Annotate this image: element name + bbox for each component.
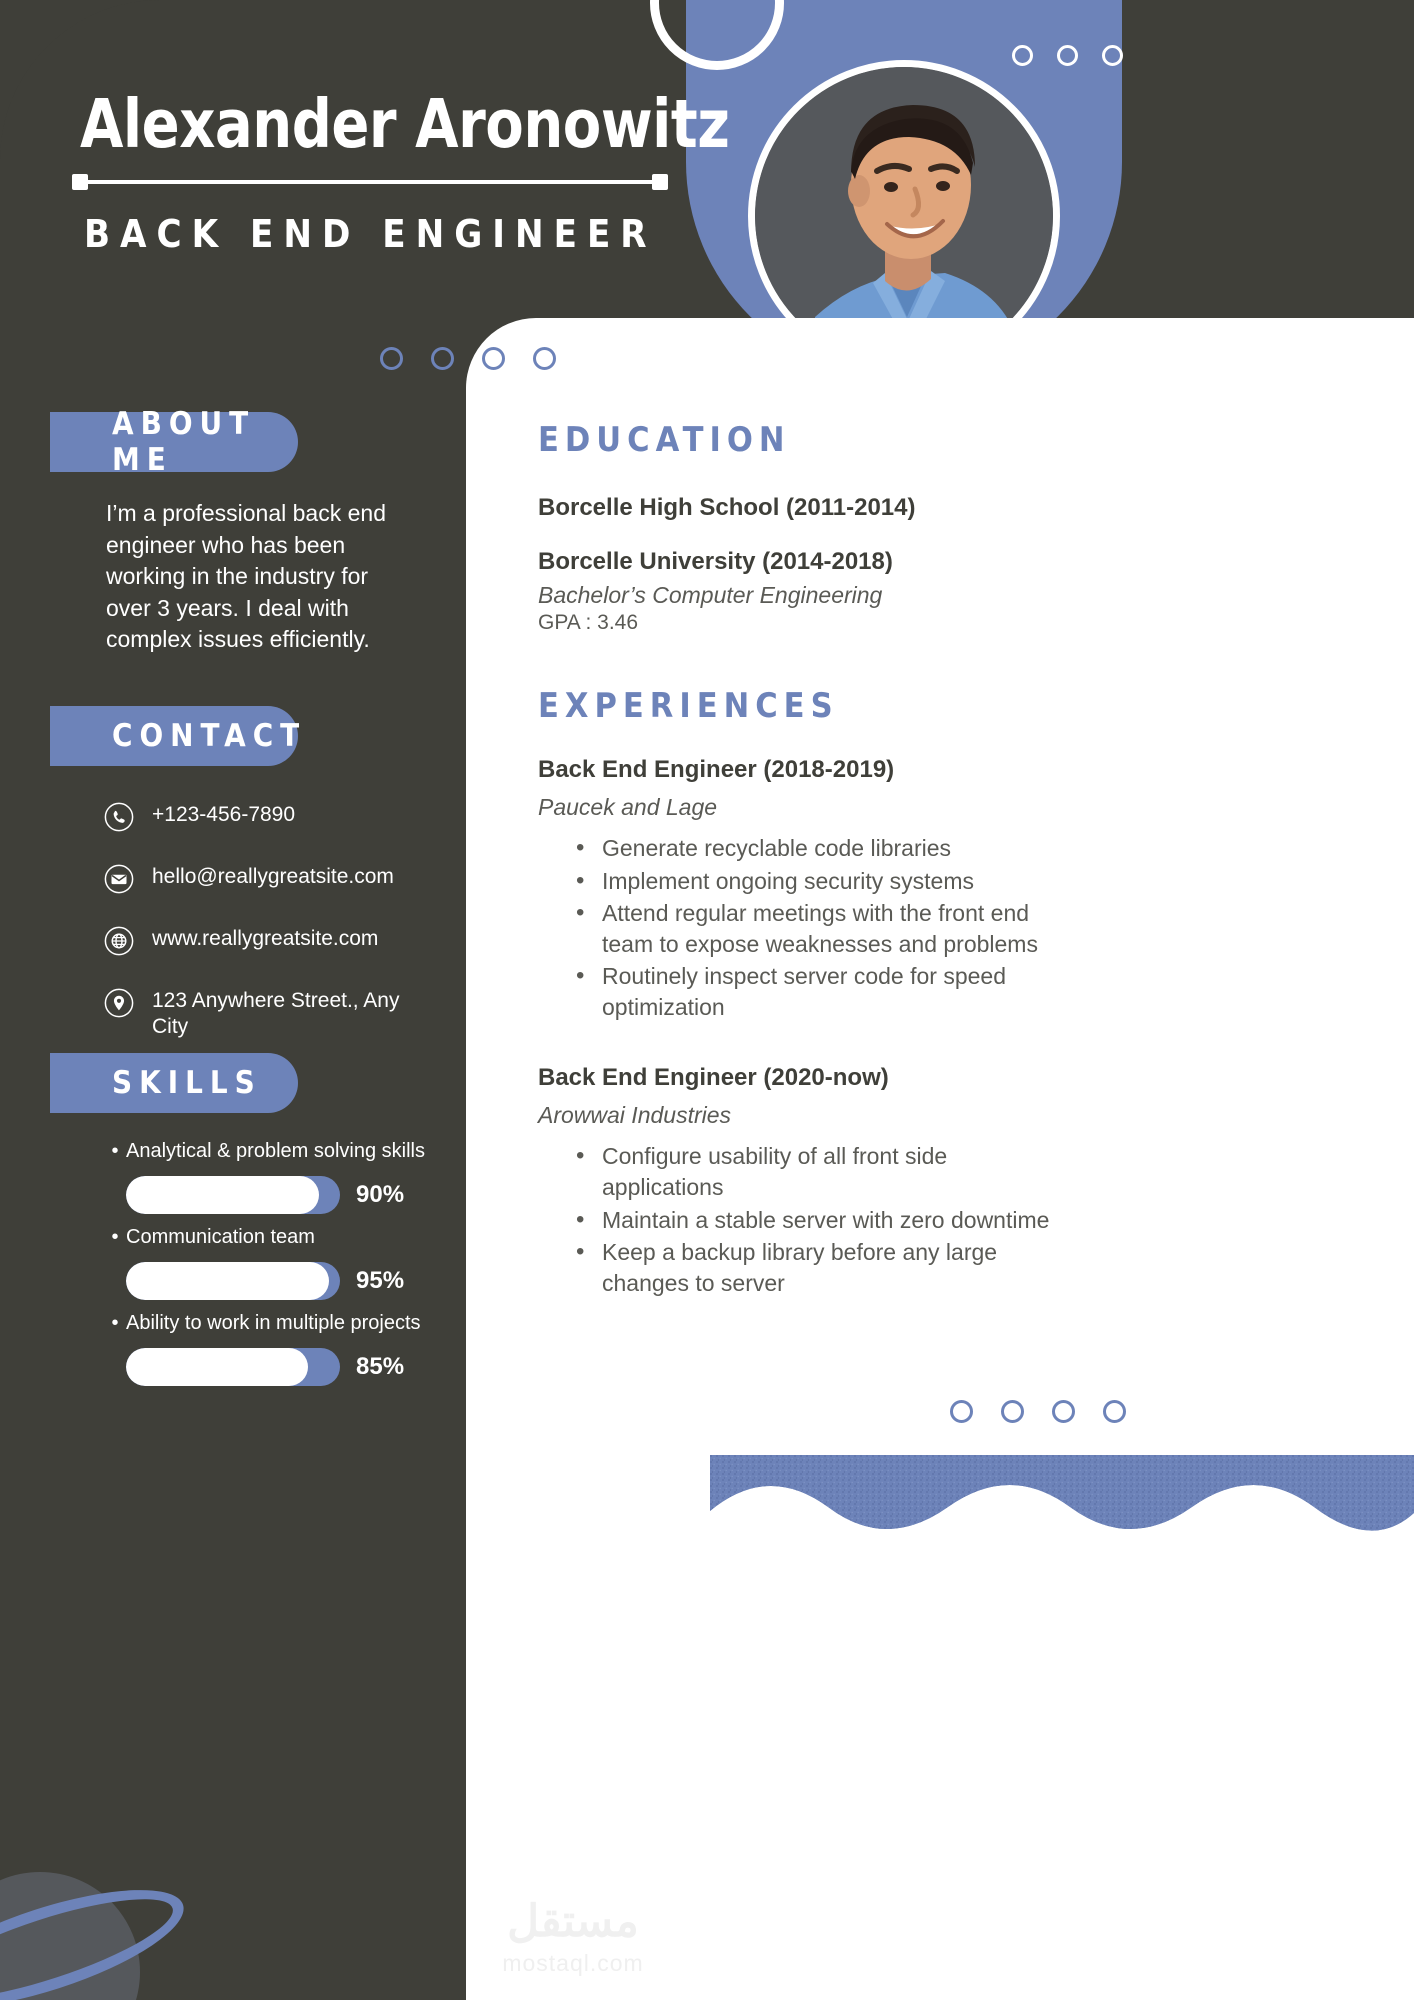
dot <box>482 347 505 370</box>
education-entry <box>538 548 1058 635</box>
bullet-icon: • <box>111 1312 119 1334</box>
skills-list <box>104 1138 434 1396</box>
education-title: EDUCATION <box>538 420 791 460</box>
bullet: • Routinely inspect server code for speed optimization <box>576 961 1058 1022</box>
skill-progress-fill <box>126 1348 308 1386</box>
phone-icon <box>104 802 134 832</box>
contact-value: 123 Anywhere Street., Any City <box>152 989 400 1038</box>
contact-label: CONTACT <box>112 718 307 754</box>
bullet: • Attend regular meetings with the front end team to expose weaknesses and problems <box>576 898 1058 959</box>
bullet: • Generate recyclable code libraries <box>576 833 1058 864</box>
contact-item-email[interactable] <box>104 862 434 894</box>
contact-value: hello@reallygreatsite.com <box>152 865 394 888</box>
skill-percent: 90% <box>356 1181 405 1208</box>
watermark <box>478 1897 668 1977</box>
location-pin-icon <box>104 988 134 1018</box>
skill-item <box>104 1138 434 1214</box>
school-name: Borcelle High School (2011-2014) <box>538 494 916 521</box>
skill-percent: 85% <box>356 1353 405 1380</box>
skill-progress-fill <box>126 1262 329 1300</box>
skill-label: Analytical & problem solving skills <box>126 1140 426 1162</box>
bullet: • Maintain a stable server with zero downtime <box>576 1205 1058 1236</box>
dot <box>1057 45 1078 66</box>
bullet: • Implement ongoing security systems <box>576 866 1058 897</box>
envelope-icon <box>104 864 134 894</box>
dot <box>380 347 403 370</box>
skill-percent: 95% <box>356 1267 405 1294</box>
skill-progress-track <box>126 1176 340 1214</box>
experience-role: Back End Engineer (2020-now) <box>538 1064 889 1092</box>
bullet: • Keep a backup library before any large changes to server <box>576 1237 1058 1298</box>
title-divider <box>72 174 668 190</box>
skill-progress-track <box>126 1262 340 1300</box>
skill-item <box>104 1224 434 1300</box>
about-me-heading <box>50 406 298 478</box>
dot <box>1012 45 1033 66</box>
dot <box>533 347 556 370</box>
decorative-dots-top-right <box>1012 45 1123 66</box>
bullet-icon: • <box>111 1140 119 1162</box>
experience-bullets <box>576 1141 1058 1298</box>
skill-label: Ability to work in multiple projects <box>126 1312 421 1334</box>
dot <box>1102 45 1123 66</box>
experience-company: Paucek and Lage <box>538 794 718 820</box>
dot <box>1001 1400 1024 1423</box>
gpa-value: GPA : 3.46 <box>538 611 639 634</box>
skill-progress-track <box>126 1348 340 1386</box>
page-title: Alexander Aronowitz <box>80 85 730 163</box>
watermark-arabic: مستقل <box>507 1897 639 1946</box>
contact-value: www.reallygreatsite.com <box>152 927 379 950</box>
globe-icon <box>104 926 134 956</box>
contact-item-website[interactable] <box>104 924 434 956</box>
skill-progress-fill <box>126 1176 319 1214</box>
about-me-label: ABOUT ME <box>112 406 256 478</box>
bullet-icon: • <box>111 1226 119 1248</box>
divider-line <box>72 180 668 184</box>
decorative-dots-blue <box>380 347 556 370</box>
experience-entry <box>538 756 1058 1022</box>
experience-role: Back End Engineer (2018-2019) <box>538 756 895 783</box>
bullet: • Configure usability of all front side applications <box>576 1141 1058 1202</box>
decorative-dots-bottom <box>950 1400 1126 1423</box>
experiences-section <box>538 686 1058 1300</box>
experience-bullets <box>576 833 1058 1022</box>
education-section <box>538 420 1058 635</box>
contact-value: +123-456-7890 <box>152 803 296 826</box>
job-title: BACK END ENGINEER <box>84 212 657 256</box>
degree-name: Bachelor’s Computer Engineering <box>538 582 883 608</box>
dot <box>1052 1400 1075 1423</box>
about-me-text: I’m a professional back end engineer who has been working in the industry for over 3 years. I deal with complex issues efficiently. <box>106 500 386 652</box>
decorative-wave <box>710 1455 1414 1575</box>
skill-label: Communication team <box>126 1226 315 1248</box>
school-name: Borcelle University (2014-2018) <box>538 548 893 575</box>
dot <box>431 347 454 370</box>
experience-entry <box>538 1064 1058 1298</box>
contact-item-phone[interactable] <box>104 800 434 832</box>
skill-item <box>104 1310 434 1386</box>
experiences-title: EXPERIENCES <box>538 686 839 726</box>
watermark-latin: mostaql.com <box>502 1950 644 1976</box>
dot <box>1103 1400 1126 1423</box>
education-entry <box>538 494 1058 522</box>
contact-item-address[interactable] <box>104 986 434 1039</box>
skills-heading <box>50 1053 298 1113</box>
divider-cap-right <box>652 174 668 190</box>
contact-heading <box>50 706 307 766</box>
contact-list <box>104 800 434 1069</box>
experience-company: Arowwai Industries <box>538 1102 732 1129</box>
skills-label: SKILLS <box>112 1065 262 1101</box>
dot <box>950 1400 973 1423</box>
